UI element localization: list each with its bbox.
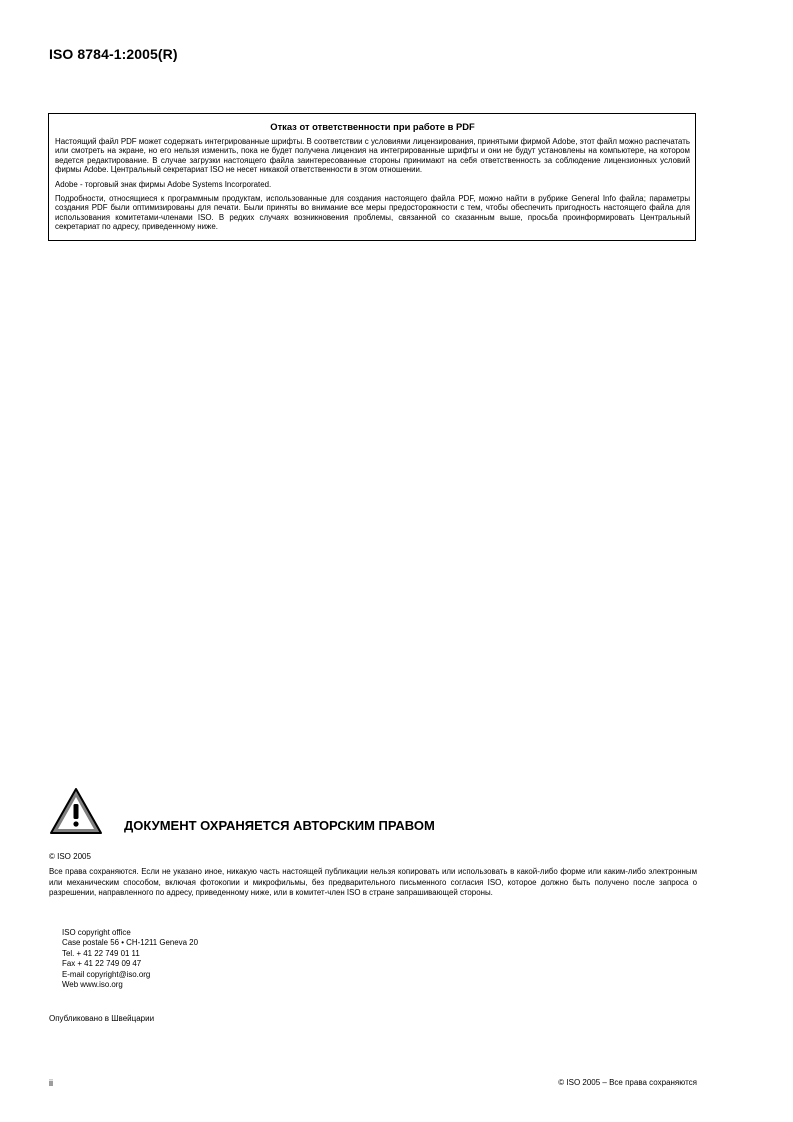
disclaimer-paragraph: Подробности, относящиеся к программным продуктам, использованные для создания настоящего файла PDF, можно найти в рубрике General Info файла; параметры создания PDF были оптимизированы для печати. Были приняты во внимание все меры предосторожности с тем, чтобы обеспечить пригодность настоящего файла для использования комитетами-членами ISO. В редких случаях возникновения проблемы, связанной со сказанным выше, просьба проинформировать Центральный секретариат по адресу, приведенному ниже. [55,194,690,232]
disclaimer-title: Отказ от ответственности при работе в PDF [270,121,475,132]
published-in: Опубликовано в Швейцарии [49,1014,155,1023]
pdf-disclaimer-box [48,113,696,241]
copyright-heading: ДОКУМЕНТ ОХРАНЯЕТСЯ АВТОРСКИМ ПРАВОМ [124,818,435,833]
address-line: Tel. + 41 22 749 01 11 [62,948,140,958]
footer-copyright: © ISO 2005 – Все права сохраняются [558,1078,697,1087]
rights-statement: Все права сохраняются. Если не указано иное, никакую часть настоящей публикации нельзя копировать или использовать в какой-либо форме или каким-либо электронным или механическим способом, включая фотокопии и микрофильмы, без предварительного письменного согласия ISO, которое должно быть получено после запроса о разрешении, направленного по адресу, приведенному ниже, или в комитет-член ISO в стране запрашивающей стороны. [49,867,697,897]
disclaimer-paragraph: Настоящий файл PDF может содержать интегрированные шрифты. В соответствии с условиями лицензирования, принятыми фирмой Adobe, этот файл можно распечатать или смотреть на экране, но его нельзя изменить, пока не будет получена лицензия на интегрированные шрифты и они не будут установлены на компьютере, на котором ведется редактирование. В случае загрузки настоящего файла заинтересованные стороны принимают на себя ответственность за соблюдение лицензионных условий фирмы Adobe. Центральный секретариат ISO не несет никакой ответственности в этом отношении. [55,137,690,175]
copyright-year: © ISO 2005 [49,852,91,861]
disclaimer-paragraph: Adobe - торговый знак фирмы Adobe Systems Incorporated. [55,179,272,189]
page-number: ii [49,1078,53,1088]
address-line: ISO copyright office [62,928,131,937]
warning-triangle-icon [49,787,103,835]
document-id: ISO 8784-1:2005(R) [49,46,178,62]
iso-address-block [62,928,198,990]
address-email: E-mail copyright@iso.org [62,969,151,979]
address-line: Case postale 56 • CH-1211 Geneva 20 [62,938,198,948]
address-web: Web www.iso.org [62,980,123,990]
address-line: Fax + 41 22 749 09 47 [62,959,142,969]
